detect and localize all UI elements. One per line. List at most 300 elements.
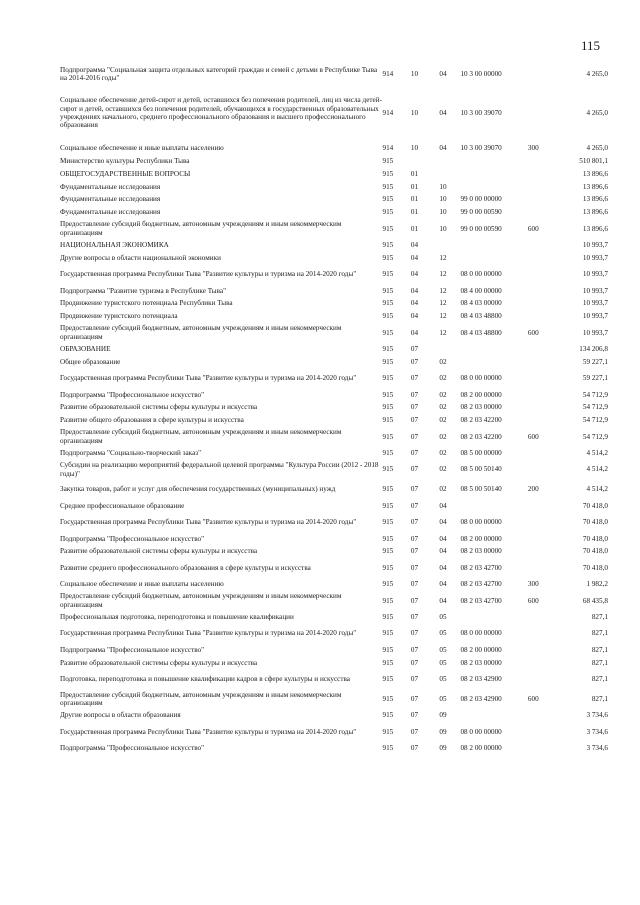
target-article-code: 08 4 03 48800 xyxy=(460,312,502,321)
table-row xyxy=(60,624,608,644)
table-row xyxy=(60,388,608,401)
department-code: 915 xyxy=(382,357,394,366)
table-row xyxy=(60,401,608,414)
expense-type-code xyxy=(528,284,556,297)
expense-type-code: 300 xyxy=(527,144,539,153)
budget-item-name: Другие вопросы в области образования xyxy=(60,711,181,720)
expense-type-code xyxy=(528,532,556,545)
section-code: 07 xyxy=(410,711,419,720)
department-code: 915 xyxy=(382,240,394,249)
table-row xyxy=(60,368,608,388)
amount: 827,1 xyxy=(591,629,608,638)
subsection-code: 04 xyxy=(439,518,447,527)
section-code: 07 xyxy=(410,357,419,366)
subsection-code: 12 xyxy=(439,299,447,308)
target-article-code xyxy=(460,709,527,722)
table-row xyxy=(60,84,608,142)
subsection-code: 10 xyxy=(439,208,447,217)
target-article-code: 99 0 00 00000 xyxy=(460,195,502,204)
table-row xyxy=(60,742,608,755)
subsection-code: 04 xyxy=(439,144,447,153)
budget-item-name: Подготовка, переподготовка и повышение квалификации кадров в сфере культуры и искусства xyxy=(60,674,350,683)
target-article-code: 08 2 03 42900 xyxy=(460,674,502,683)
section-code: 07 xyxy=(410,501,419,510)
target-article-code: 08 2 03 42700 xyxy=(460,563,502,572)
amount: 59 227,1 xyxy=(582,374,608,383)
subsection-code: 05 xyxy=(439,629,447,638)
expense-type-code xyxy=(528,512,556,532)
target-article-code: 10 3 00 00000 xyxy=(460,69,502,78)
section-code: 07 xyxy=(410,580,419,589)
budget-item-name: Фундаментальные исследования xyxy=(60,195,161,204)
expense-type-code xyxy=(528,356,556,369)
department-code: 915 xyxy=(382,312,394,321)
department-code: 915 xyxy=(382,328,394,337)
subsection-code xyxy=(439,168,460,181)
target-article-code: 08 2 00 00000 xyxy=(460,534,502,543)
section-code: 01 xyxy=(410,182,419,191)
budget-item-name: НАЦИОНАЛЬНАЯ ЭКОНОМИКА xyxy=(60,240,169,249)
amount: 1 982,2 xyxy=(586,580,608,589)
section-code: 07 xyxy=(410,547,419,556)
amount: 827,1 xyxy=(591,694,608,703)
target-article-code xyxy=(460,500,527,513)
section-code: 07 xyxy=(410,390,419,399)
subsection-code: 05 xyxy=(439,694,447,703)
expense-type-code xyxy=(528,368,556,388)
department-code: 915 xyxy=(382,299,394,308)
table-row xyxy=(60,219,608,239)
budget-item-name: ОБЩЕГОСУДАРСТВЕННЫЕ ВОПРОСЫ xyxy=(60,169,191,178)
expense-type-code: 600 xyxy=(527,224,539,233)
department-code: 915 xyxy=(382,547,394,556)
amount: 10 993,7 xyxy=(582,299,608,308)
table-row xyxy=(60,689,608,709)
target-article-code xyxy=(460,252,527,265)
section-code: 04 xyxy=(410,270,419,279)
amount: 10 993,7 xyxy=(582,240,608,249)
department-code: 915 xyxy=(382,432,394,441)
subsection-code: 12 xyxy=(439,286,447,295)
expense-type-code: 300 xyxy=(527,580,539,589)
table-row xyxy=(60,168,608,181)
table-row xyxy=(60,155,608,168)
section-code xyxy=(411,155,439,168)
expense-type-code xyxy=(528,84,556,142)
table-row xyxy=(60,206,608,219)
amount: 134 206,8 xyxy=(579,344,608,353)
department-code: 915 xyxy=(382,694,394,703)
amount: 3 734,6 xyxy=(586,727,608,736)
subsection-code: 04 xyxy=(439,108,447,117)
section-code: 07 xyxy=(410,645,419,654)
expense-type-code xyxy=(528,155,556,168)
amount: 4 265,0 xyxy=(586,69,608,78)
department-code: 915 xyxy=(382,658,394,667)
amount: 13 896,6 xyxy=(582,182,608,191)
amount: 54 712,9 xyxy=(582,390,608,399)
target-article-code: 08 2 03 42700 xyxy=(460,580,502,589)
subsection-code: 02 xyxy=(439,448,447,457)
section-code: 01 xyxy=(410,169,419,178)
budget-item-name: Профессиональная подготовка, переподготовка и повышение квалификации xyxy=(60,612,294,621)
section-code: 04 xyxy=(410,328,419,337)
budget-item-name: Продвижение туристского потенциала xyxy=(60,312,178,321)
amount: 68 435,8 xyxy=(582,596,608,605)
target-article-code: 10 3 00 39070 xyxy=(460,108,502,117)
expense-type-code xyxy=(528,500,556,513)
section-code: 07 xyxy=(410,465,419,474)
target-article-code xyxy=(460,168,527,181)
amount: 3 734,6 xyxy=(586,711,608,720)
subsection-code: 12 xyxy=(439,270,447,279)
budget-item-name: Развитие среднего профессионального образования в сфере культуры и искусства xyxy=(60,563,311,572)
subsection-code: 05 xyxy=(439,674,447,683)
table-row xyxy=(60,512,608,532)
budget-item-name: Государственная программа Республики Тыва "Развитие культуры и туризма на 2014-2020 годы" xyxy=(60,374,357,383)
department-code: 915 xyxy=(382,612,394,621)
subsection-code: 02 xyxy=(439,416,447,425)
table-row xyxy=(60,447,608,460)
table-row xyxy=(60,264,608,284)
section-code: 07 xyxy=(410,534,419,543)
expense-type-code: 600 xyxy=(527,694,539,703)
amount: 4 514,2 xyxy=(586,485,608,494)
section-code: 07 xyxy=(410,727,419,736)
table-row xyxy=(60,343,608,356)
expense-type-code: 200 xyxy=(527,485,539,494)
subsection-code xyxy=(439,343,460,356)
budget-item-name: Подпрограмма "Профессиональное искусство" xyxy=(60,645,205,654)
target-article-code: 08 2 03 00000 xyxy=(460,403,502,412)
section-code: 07 xyxy=(410,416,419,425)
expense-type-code xyxy=(528,264,556,284)
budget-item-name: Государственная программа Республики Тыва "Развитие культуры и туризма на 2014-2020 годы" xyxy=(60,270,357,279)
amount: 10 993,7 xyxy=(582,253,608,262)
budget-item-name: Общее образование xyxy=(60,357,121,366)
amount: 510 801,1 xyxy=(579,156,608,165)
department-code: 915 xyxy=(382,563,394,572)
table-row xyxy=(60,656,608,669)
target-article-code: 08 5 00 00000 xyxy=(460,448,502,457)
budget-item-name: Государственная программа Республики Тыва "Развитие культуры и туризма на 2014-2020 годы" xyxy=(60,629,357,638)
budget-item-name: Предоставление субсидий бюджетным, автономным учреждениям и иным некоммерческим организациям xyxy=(60,592,342,609)
subsection-code: 04 xyxy=(439,547,447,556)
expense-type-code xyxy=(528,401,556,414)
amount: 70 418,0 xyxy=(582,547,608,556)
subsection-code: 02 xyxy=(439,374,447,383)
section-code: 04 xyxy=(410,312,419,321)
budget-item-name: Предоставление субсидий бюджетным, автономным учреждениям и иным некоммерческим организациям xyxy=(60,428,342,445)
budget-item-name: Закупка товаров, работ и услуг для обеспечения государственных (муниципальных) нужд xyxy=(60,485,336,494)
target-article-code: 08 2 03 00000 xyxy=(460,547,502,556)
table-row xyxy=(60,180,608,193)
target-article-code: 08 2 03 42900 xyxy=(460,694,502,703)
table-row xyxy=(60,480,608,500)
section-code: 01 xyxy=(410,224,419,233)
target-article-code: 08 5 00 50140 xyxy=(460,465,502,474)
subsection-code xyxy=(439,155,460,168)
subsection-code: 02 xyxy=(439,465,447,474)
expense-type-code xyxy=(528,709,556,722)
department-code: 915 xyxy=(382,224,394,233)
subsection-code: 02 xyxy=(439,390,447,399)
department-code: 915 xyxy=(382,344,394,353)
budget-item-name: Предоставление субсидий бюджетным, автономным учреждениям и иным некоммерческим организациям xyxy=(60,324,342,341)
expense-type-code xyxy=(528,193,556,206)
expense-type-code: 600 xyxy=(527,596,539,605)
expense-type-code xyxy=(528,545,556,558)
table-row xyxy=(60,578,608,591)
expense-type-code xyxy=(528,742,556,755)
budget-item-name: Развитие образовательной системы сферы культуры и искусства xyxy=(60,658,258,667)
budget-item-name: Подпрограмма "Социальная защита отдельных категорий граждан и семей с детьми в Республике Тыва на 2014-2016 годы" xyxy=(60,65,378,82)
section-code: 07 xyxy=(410,432,419,441)
subsection-code: 02 xyxy=(439,403,447,412)
target-article-code: 08 5 00 50140 xyxy=(460,485,502,494)
budget-item-name: Подпрограмма "Развитие туризма в Республике Тыва" xyxy=(60,286,227,295)
table-row xyxy=(60,532,608,545)
amount: 827,1 xyxy=(591,674,608,683)
subsection-code: 04 xyxy=(439,596,447,605)
page-number: 115 xyxy=(580,38,600,53)
table-row xyxy=(60,356,608,369)
budget-item-name: Фундаментальные исследования xyxy=(60,182,161,191)
target-article-code xyxy=(460,356,527,369)
section-code: 10 xyxy=(410,144,419,153)
amount: 54 712,9 xyxy=(582,403,608,412)
budget-item-name: Государственная программа Республики Тыва "Развитие культуры и туризма на 2014-2020 годы" xyxy=(60,518,357,527)
department-code: 915 xyxy=(382,156,394,165)
expense-type-code xyxy=(528,414,556,427)
expense-type-code xyxy=(528,252,556,265)
amount: 4 265,0 xyxy=(586,144,608,153)
expense-type-code xyxy=(528,297,556,310)
target-article-code: 08 2 03 00000 xyxy=(460,658,502,667)
budget-item-name: Продвижение туристского потенциала Республики Тыва xyxy=(60,299,233,308)
budget-item-name: Развитие образовательной системы сферы культуры и искусства xyxy=(60,547,258,556)
target-article-code xyxy=(460,611,527,624)
section-code: 07 xyxy=(410,374,419,383)
subsection-code: 04 xyxy=(439,580,447,589)
target-article-code: 08 2 03 42200 xyxy=(460,416,502,425)
subsection-code: 10 xyxy=(439,195,447,204)
target-article-code: 99 0 00 00590 xyxy=(460,208,502,217)
section-code: 04 xyxy=(410,240,419,249)
target-article-code xyxy=(460,155,527,168)
department-code: 915 xyxy=(382,580,394,589)
section-code: 07 xyxy=(410,448,419,457)
department-code: 915 xyxy=(382,253,394,262)
amount: 13 896,6 xyxy=(582,169,608,178)
table-row xyxy=(60,252,608,265)
budget-item-name: Фундаментальные исследования xyxy=(60,208,161,217)
table-row xyxy=(60,323,608,343)
section-code: 04 xyxy=(410,253,419,262)
section-code: 07 xyxy=(410,674,419,683)
department-code: 915 xyxy=(382,629,394,638)
budget-item-name: Государственная программа Республики Тыва "Развитие культуры и туризма на 2014-2020 годы" xyxy=(60,727,357,736)
section-code: 10 xyxy=(410,69,419,78)
subsection-code: 12 xyxy=(439,312,447,321)
section-code: 01 xyxy=(410,195,419,204)
department-code: 915 xyxy=(382,711,394,720)
subsection-code: 05 xyxy=(439,658,447,667)
table-row xyxy=(60,545,608,558)
budget-item-name: Подпрограмма "Профессиональное искусство" xyxy=(60,534,205,543)
budget-table-body xyxy=(60,64,608,755)
subsection-code: 09 xyxy=(439,727,447,736)
target-article-code: 08 4 03 48800 xyxy=(460,328,502,337)
expense-type-code xyxy=(528,611,556,624)
budget-item-name: Социальное обеспечение и иные выплаты населению xyxy=(60,144,224,153)
expense-type-code xyxy=(528,64,556,84)
department-code: 915 xyxy=(382,374,394,383)
expense-type-code xyxy=(528,447,556,460)
expense-type-code xyxy=(528,460,556,480)
amount: 827,1 xyxy=(591,645,608,654)
table-row xyxy=(60,722,608,742)
expense-type-code xyxy=(528,310,556,323)
subsection-code: 10 xyxy=(439,224,447,233)
department-code: 915 xyxy=(382,518,394,527)
department-code: 915 xyxy=(382,403,394,412)
budget-item-name: Среднее профессиональное образование xyxy=(60,501,185,510)
target-article-code: 10 3 00 39070 xyxy=(460,144,502,153)
amount: 13 896,6 xyxy=(582,208,608,217)
target-article-code: 08 0 00 00000 xyxy=(460,629,502,638)
target-article-code: 08 4 00 00000 xyxy=(460,286,502,295)
expense-type-code xyxy=(528,388,556,401)
target-article-code xyxy=(460,343,527,356)
department-code: 915 xyxy=(382,534,394,543)
section-code: 07 xyxy=(410,563,419,572)
amount: 4 514,2 xyxy=(586,465,608,474)
section-code: 07 xyxy=(410,629,419,638)
target-article-code: 08 2 00 00000 xyxy=(460,645,502,654)
section-code: 04 xyxy=(410,299,419,308)
department-code: 915 xyxy=(382,390,394,399)
target-article-code: 08 2 03 42200 xyxy=(460,432,502,441)
subsection-code: 02 xyxy=(439,432,447,441)
subsection-code: 09 xyxy=(439,711,447,720)
target-article-code: 08 0 00 00000 xyxy=(460,518,502,527)
amount: 70 418,0 xyxy=(582,518,608,527)
amount: 827,1 xyxy=(591,658,608,667)
table-row xyxy=(60,310,608,323)
table-row xyxy=(60,669,608,689)
subsection-code: 05 xyxy=(439,645,447,654)
expense-type-code xyxy=(528,206,556,219)
table-row xyxy=(60,142,608,155)
budget-item-name: Социальное обеспечение детей-сирот и детей, оставшихся без попечения родителей, лиц из числа детей-сирот и детей, оставшихся без попечения родителей, обучающихся в государственных образовательных учреждениях начального, среднего профессионального образования и высшего профессионального образования xyxy=(60,96,382,130)
department-code: 915 xyxy=(382,195,394,204)
budget-item-name: Предоставление субсидий бюджетным, автономным учреждениям и иным некоммерческим организациям xyxy=(60,220,342,237)
subsection-code: 04 xyxy=(439,501,447,510)
table-row xyxy=(60,239,608,252)
section-code: 07 xyxy=(410,612,419,621)
amount: 4 514,2 xyxy=(586,448,608,457)
section-code: 07 xyxy=(410,744,419,753)
target-article-code: 08 0 00 00000 xyxy=(460,727,502,736)
section-code: 07 xyxy=(410,485,419,494)
budget-item-name: Подпрограмма "Профессиональное искусство" xyxy=(60,390,205,399)
budget-item-name: Подпрограмма "Профессиональное искусство" xyxy=(60,744,205,753)
target-article-code: 08 0 00 00000 xyxy=(460,270,502,279)
budget-item-name: Министерство культуры Республики Тыва xyxy=(60,156,190,165)
budget-item-name: Другие вопросы в области национальной экономики xyxy=(60,253,221,262)
table-row xyxy=(60,644,608,657)
amount: 54 712,9 xyxy=(582,416,608,425)
amount: 10 993,7 xyxy=(582,312,608,321)
table-row xyxy=(60,297,608,310)
amount: 4 265,0 xyxy=(586,108,608,117)
budget-item-name: Субсидии на реализацию мероприятий федеральной целевой программы "Культура России (2012 - 2018 годы)" xyxy=(60,461,379,478)
budget-item-name: Развитие образовательной системы сферы культуры и искусства xyxy=(60,403,258,412)
amount: 70 418,0 xyxy=(582,563,608,572)
department-code: 915 xyxy=(382,208,394,217)
expense-type-code xyxy=(528,669,556,689)
section-code: 10 xyxy=(410,108,419,117)
target-article-code: 08 2 00 00000 xyxy=(460,390,502,399)
table-row xyxy=(60,64,608,84)
department-code: 915 xyxy=(382,744,394,753)
expense-type-code xyxy=(528,624,556,644)
table-row xyxy=(60,284,608,297)
table-row xyxy=(60,460,608,480)
department-code: 914 xyxy=(382,144,394,153)
department-code: 915 xyxy=(382,727,394,736)
subsection-code: 12 xyxy=(439,253,447,262)
table-row xyxy=(60,500,608,513)
department-code: 915 xyxy=(382,169,394,178)
department-code: 915 xyxy=(382,645,394,654)
expense-type-code xyxy=(528,558,556,578)
target-article-code: 08 4 03 00000 xyxy=(460,299,502,308)
department-code: 915 xyxy=(382,182,394,191)
department-code: 915 xyxy=(382,465,394,474)
department-code: 914 xyxy=(382,69,394,78)
subsection-code: 02 xyxy=(439,357,447,366)
section-code: 07 xyxy=(410,694,419,703)
expense-type-code xyxy=(528,239,556,252)
department-code: 915 xyxy=(382,448,394,457)
amount: 13 896,6 xyxy=(582,195,608,204)
amount: 54 712,9 xyxy=(582,432,608,441)
section-code: 07 xyxy=(410,403,419,412)
department-code: 915 xyxy=(382,674,394,683)
table-row xyxy=(60,427,608,447)
table-row xyxy=(60,591,608,611)
amount: 10 993,7 xyxy=(582,270,608,279)
section-code: 07 xyxy=(410,518,419,527)
amount: 3 734,6 xyxy=(586,744,608,753)
target-article-code xyxy=(460,239,527,252)
subsection-code: 04 xyxy=(439,534,447,543)
amount: 13 896,6 xyxy=(582,224,608,233)
amount: 70 418,0 xyxy=(582,501,608,510)
department-code: 914 xyxy=(382,108,394,117)
department-code: 915 xyxy=(382,501,394,510)
table-row xyxy=(60,414,608,427)
budget-table xyxy=(60,64,608,755)
budget-item-name: Подпрограмма "Социально-творческий заказ" xyxy=(60,448,202,457)
section-code: 01 xyxy=(410,208,419,217)
subsection-code: 04 xyxy=(439,563,447,572)
target-article-code: 08 0 00 00000 xyxy=(460,374,502,383)
table-row xyxy=(60,709,608,722)
subsection-code: 04 xyxy=(439,69,447,78)
